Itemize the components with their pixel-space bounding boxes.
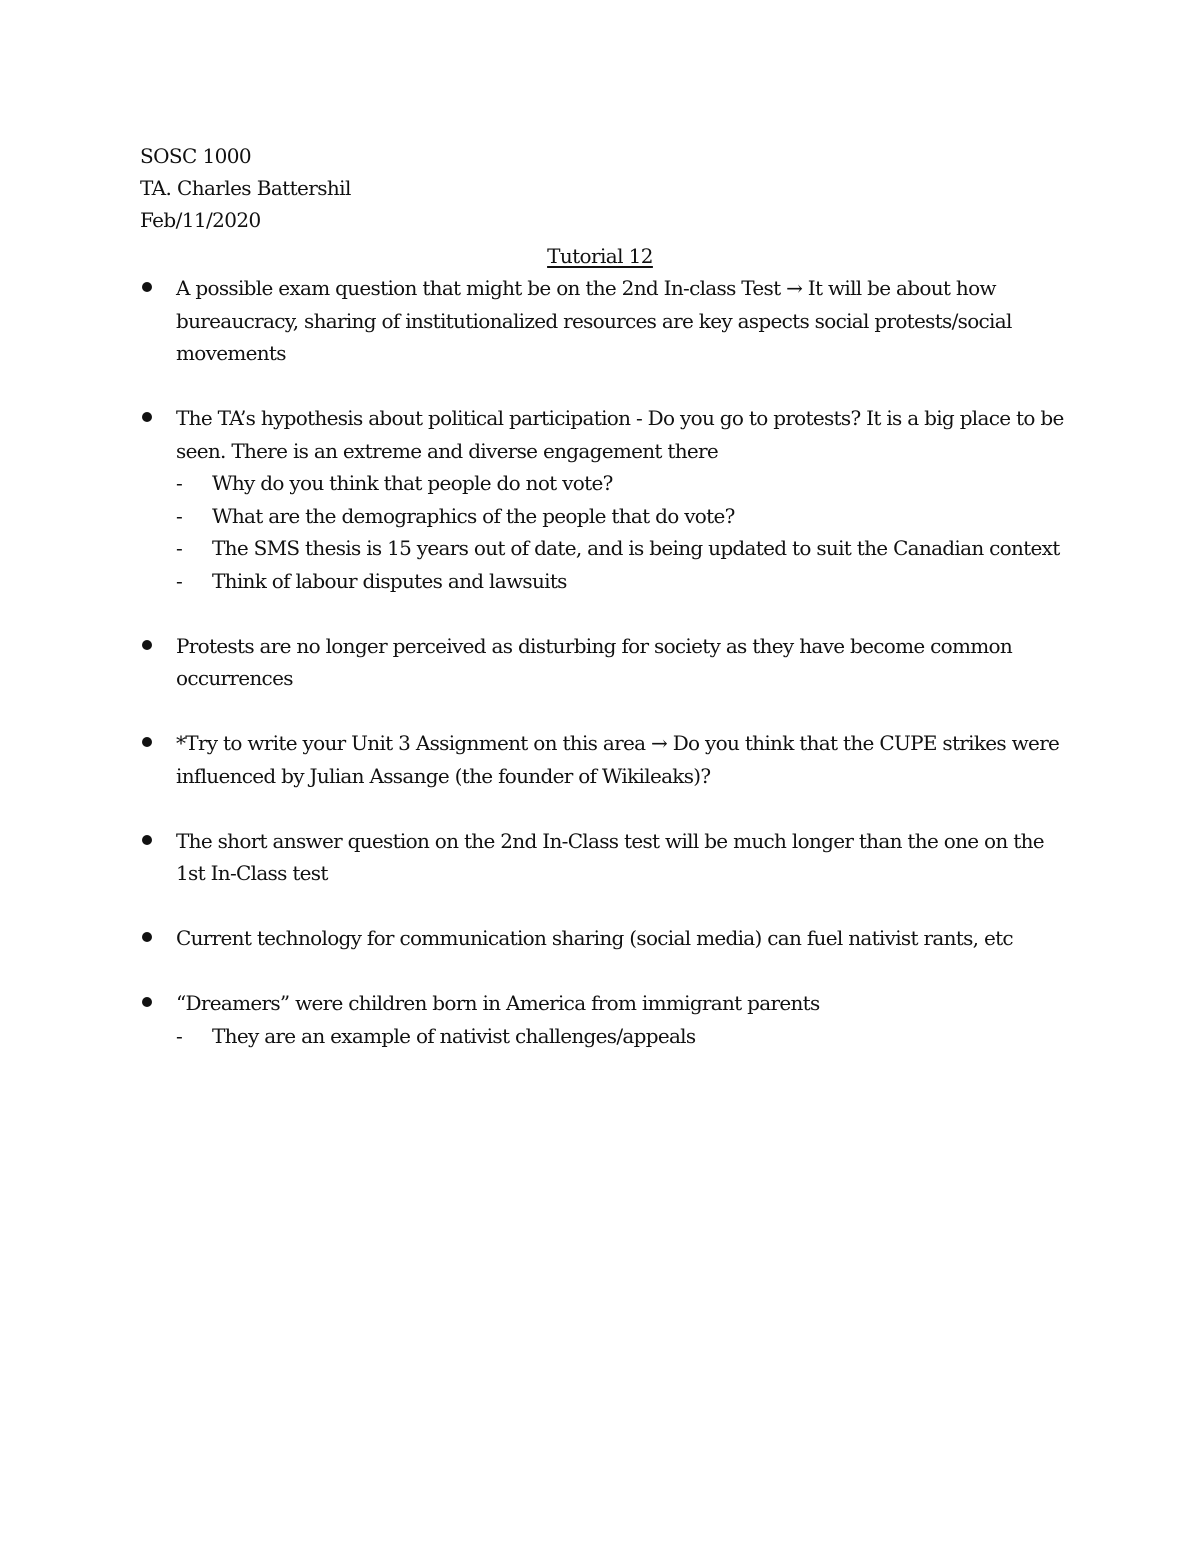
note-bullet: [140, 987, 1070, 1052]
notes-list: [140, 272, 1070, 1085]
sub-item: [176, 500, 1070, 533]
bullet-dot-icon: [142, 282, 152, 292]
bullet-text: The short answer question on the 2nd In-Class test will be much longer than the one on the 1st In-Class test: [176, 828, 1044, 885]
note-bullet: [140, 922, 1070, 955]
bullet-dot-icon: [142, 932, 152, 942]
sub-item: [176, 565, 1070, 598]
bullet-dot-icon: [142, 737, 152, 747]
note-bullet: [140, 825, 1070, 890]
bullet-text: Protests are no longer perceived as disturbing for society as they have become common occurrences: [176, 633, 1013, 690]
sub-list: [176, 467, 1070, 597]
document-title: [0, 240, 1200, 272]
sub-item: [176, 532, 1070, 565]
note-bullet: [140, 402, 1070, 597]
document-header: [140, 140, 351, 236]
note-bullet: [140, 727, 1070, 792]
sub-item-text: Why do you think that people do not vote?: [212, 471, 613, 495]
bullet-dot-icon: [142, 412, 152, 422]
bullet-text: *Try to write your Unit 3 Assignment on this area → Do you think that the CUPE strikes were influenced by Julian Assange (the founder of Wikileaks)?: [176, 731, 1060, 788]
sub-item-text: Think of labour disputes and lawsuits: [212, 568, 567, 593]
bullet-text: A possible exam question that might be on the 2nd In-class Test → It will be about how bureaucracy, sharing of institutionalized resources are key aspects social protests/social movements: [176, 276, 1012, 365]
bullet-dot-icon: [142, 997, 152, 1007]
note-bullet: [140, 630, 1070, 695]
dash-marker: -: [176, 536, 183, 560]
dash-marker: -: [176, 568, 183, 593]
sub-list: [176, 1020, 1070, 1053]
sub-item: [176, 467, 1070, 500]
bullet-dot-icon: [142, 835, 152, 845]
sub-item-text: They are an example of nativist challenges/appeals: [212, 1023, 696, 1048]
sub-item-text: What are the demographics of the people that do vote?: [212, 503, 735, 528]
bullet-dot-icon: [142, 640, 152, 650]
title-text: Tutorial 12: [547, 244, 653, 268]
dash-marker: -: [176, 503, 183, 528]
sub-item: [176, 1020, 1070, 1053]
bullet-text: Current technology for communication sharing (social media) can fuel nativist rants, etc: [176, 926, 1013, 950]
date: Feb/11/2020: [140, 208, 261, 232]
bullet-text: “Dreamers” were children born in America from immigrant parents: [176, 991, 820, 1015]
bullet-text: The TA’s hypothesis about political participation - Do you go to protests? It is a big place to be seen. There is an extreme and diverse engagement there: [176, 406, 1064, 463]
course-code: SOSC 1000: [140, 144, 251, 168]
note-bullet: [140, 272, 1070, 370]
dash-marker: -: [176, 471, 183, 495]
dash-marker: -: [176, 1023, 183, 1048]
ta-name: TA. Charles Battershil: [140, 176, 351, 200]
sub-item-text: The SMS thesis is 15 years out of date, and is being updated to suit the Canadian context: [212, 536, 1060, 560]
